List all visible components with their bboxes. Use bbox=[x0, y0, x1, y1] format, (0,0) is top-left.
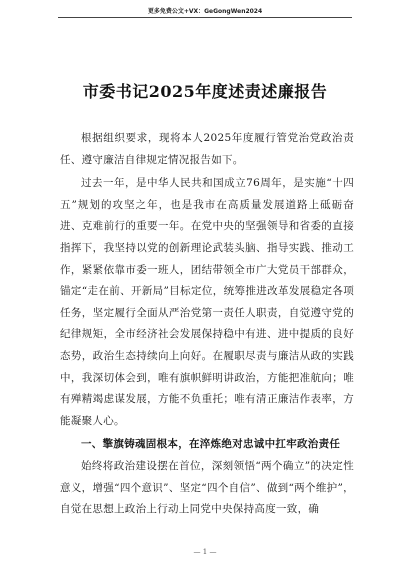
page-number: — 1 — bbox=[193, 548, 217, 556]
header-note: 更多免费公文+VX：GeGongWen2024 bbox=[147, 8, 263, 15]
intro-paragraph: 根据组织要求，现将本人2025年度履行管党治党政治责任、遵守廉洁自律规定情况报告如下。 bbox=[60, 132, 354, 166]
header-divider bbox=[58, 17, 352, 18]
review-paragraph: 过去一年，是中华人民共和国成立76周年，是实施“十四五”规划的攻坚之年，也是我市在高质量发展道路上砥砺奋进、克难前行的重要一年。在党中央的坚强领导和省委的直接指挥下，我坚持以党的创新理论武装头脑、指导实践、推动工作，紧紧依靠市委一班人，团结带领全市广大党员干部群众，锚定“走在前、开新局”目标定位，统筹推进改革发展稳定各项任务，坚定履行全面从严治党第一责任人职责，自觉遵守党的纪律规矩，全市经济社会发展保持稳中有进、进中提质的良好态势，政治生态持续向上向好。在履职尽责与廉洁从政的实践中，我深切体会到，唯有旗帜鲜明讲政治，方能把准航向；唯有殚精竭虑谋发展，方能不负重托；唯有清正廉洁作表率，方能凝聚人心。 bbox=[60, 177, 354, 427]
document-body bbox=[60, 128, 354, 523]
section-heading: 一、擎旗铸魂固根本，在淬炼绝对忠诚中扛牢政治责任 bbox=[81, 438, 341, 451]
section-paragraph: 始终将政治建设摆在首位，深刻领悟“两个确立”的决定性意义，增强“四个意识”、坚定“四个自信”、做到“两个维护”，自觉在思想上政治上行动上同党中央保持高度一致，确 bbox=[60, 459, 354, 516]
document-title: 市委书记2025年度述责述廉报告 bbox=[82, 82, 328, 101]
